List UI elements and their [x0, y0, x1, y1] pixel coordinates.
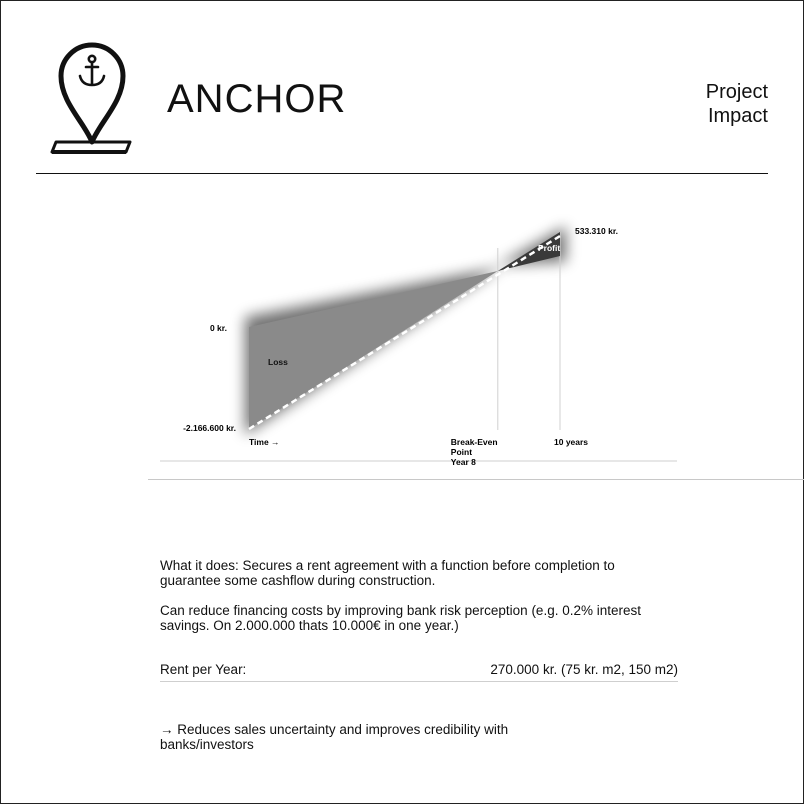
- y-label-min: -2.166.600 kr.: [183, 423, 236, 433]
- y-label-zero: 0 kr.: [209, 323, 227, 333]
- rent-label: Rent per Year:: [160, 662, 247, 677]
- break-even-label: [451, 437, 500, 467]
- loss-label: Loss: [268, 357, 288, 367]
- benefit-note: → Reduces sales uncertainty and improves credibility with banks/investors: [160, 722, 509, 752]
- financing-text: Can reduce financing costs by improving bank risk perception (e.g. 0.2% interest savings. On 2.000.000 thats 10.000€ in one year.): [160, 603, 641, 633]
- anchor-location-pin-icon: [50, 38, 134, 160]
- break-even-label-line-3: Year 8: [450, 457, 476, 467]
- profit-label: Profit: [538, 243, 561, 253]
- rent-value: 270.000 kr. (75 kr. m2, 150 m2): [490, 662, 678, 677]
- header-divider: [36, 173, 768, 174]
- what-it-does-text: What it does: Secures a rent agreement with a function before completion to guarantee some cashflow during construction.: [160, 558, 615, 588]
- section-tag-line-1: Project: [705, 81, 768, 103]
- section-tag-line-2: Impact: [707, 105, 768, 127]
- break-even-chart: [0, 200, 804, 500]
- rent-row: [160, 662, 678, 682]
- break-even-label-line-2: Point: [450, 447, 473, 457]
- end-year-label: 10 years: [554, 437, 589, 447]
- break-even-label-line-1: Break-Even: [450, 437, 498, 447]
- info-block: [160, 558, 678, 633]
- page-title: ANCHOR: [167, 77, 347, 121]
- x-axis-label: Time →: [249, 437, 280, 447]
- section-tag: [706, 80, 768, 128]
- y-label-max: 533.310 kr.: [575, 226, 619, 236]
- section-divider: [148, 479, 804, 480]
